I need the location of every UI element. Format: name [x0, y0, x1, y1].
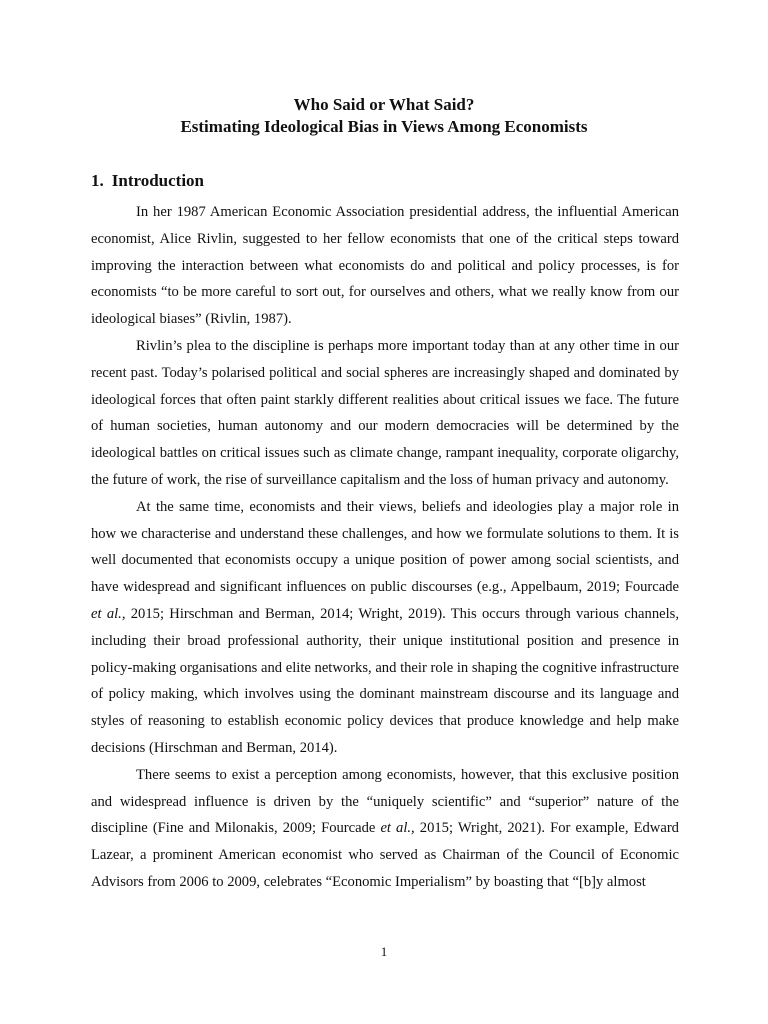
body-text — [91, 199, 679, 896]
paragraph-3-part-a: At the same time, economists and their views, beliefs and ideologies play a major role in how we characterise and understand these challenges, and how we formulate solutions to them. It is well documented that economists occupy a unique position of power among social scientists, and have widespread and significant influences on public discourses (e.g., Appelbaum, 2019; Fourcade — [91, 498, 679, 596]
et-al-italic: et al., — [91, 605, 126, 622]
section-title: Introduction — [111, 171, 205, 190]
paragraph-4 — [91, 762, 679, 896]
title-line-1: Who Said or What Said? — [293, 95, 475, 114]
page-number: 1 — [380, 944, 388, 959]
paragraph-1: In her 1987 American Economic Association presidential address, the influential American economist, Alice Rivlin, suggested to her fellow economists that one of the critical steps toward improving the interaction between what economists do and political and policy processes, is for economists “to be more careful to sort out, for ourselves and others, what we really know from our ideological biases” (Rivlin, 1987). — [91, 204, 679, 328]
paragraph-3 — [91, 494, 679, 762]
section-heading — [91, 170, 204, 192]
paper-title — [0, 94, 768, 138]
section-number: 1. — [91, 171, 104, 190]
paragraph-4-part-b: 2015; Wright, 2021). For example, Edward Lazear, a prominent American economist who served as Chairman of the Council of Economic Advisors from 2006 to 2009, celebrates “Economic Imperialism” by boasting that “[b]y almost — [91, 820, 679, 890]
paragraph-3-part-b: 2015; Hirschman and Berman, 2014; Wright, 2019). This occurs through various channels, including their broad professional authority, their unique institutional position and presence in policy-making organisations and elite networks, and their role in shaping the cognitive infrastructure of policy making, which involves using the dominant mainstream discourse and its language and styles of reasoning to establish economic policy devices that produce knowledge and help make decisions (Hirschman and Berman, 2014). — [91, 605, 679, 756]
title-line-2: Estimating Ideological Bias in Views Among Economists — [180, 117, 588, 136]
et-al-italic: et al., — [380, 820, 415, 837]
paragraph-2: Rivlin’s plea to the discipline is perhaps more important today than at any other time in our recent past. Today’s polarised political and social spheres are increasingly shaped and dominated by ideological forces that often paint starkly different realities about critical issues we face. The future of human societies, human autonomy and our modern democracies will be determined by the ideological battles on critical issues such as climate change, rampant inequality, corporate oligarchy, the future of work, the rise of surveillance capitalism and the loss of human privacy and autonomy. — [91, 337, 679, 488]
paragraph-4-part-a: There seems to exist a perception among economists, however, that this exclusive position and widespread influence is driven by the “uniquely scientific” and “superior” nature of the discipline (Fine and Milonakis, 2009; Fourcade — [91, 766, 679, 837]
